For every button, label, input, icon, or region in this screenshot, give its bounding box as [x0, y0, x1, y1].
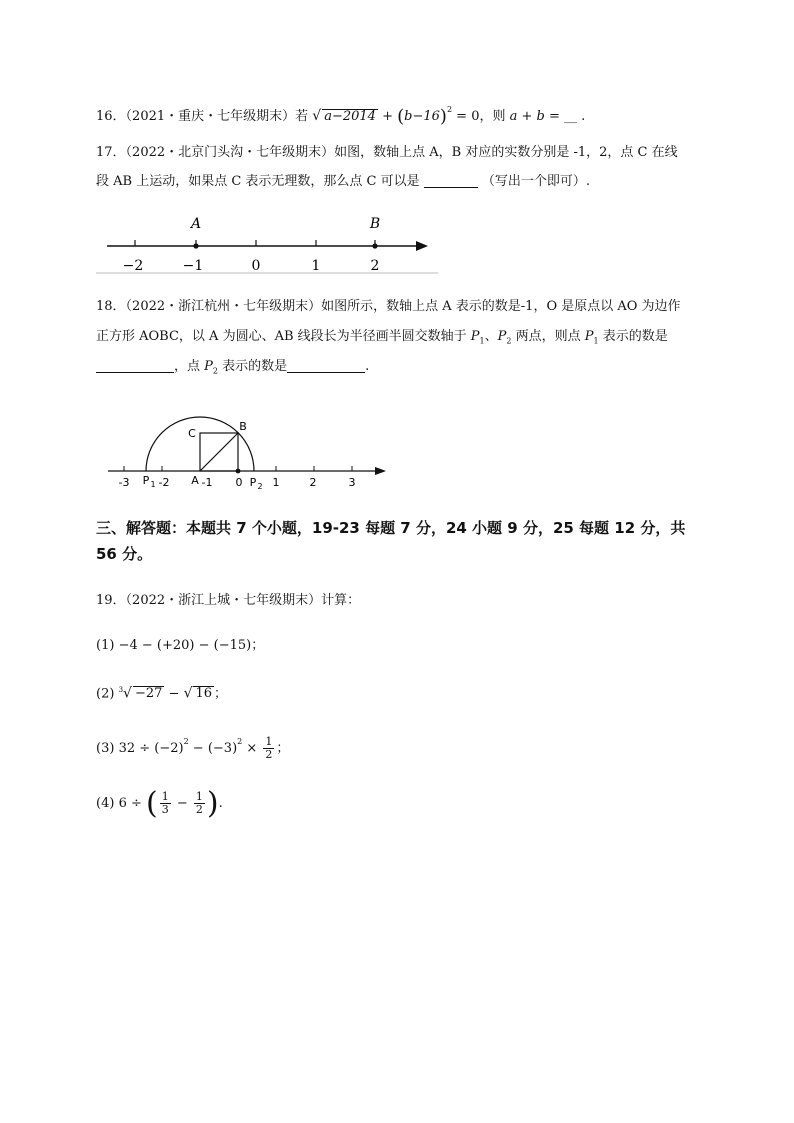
- fraction-numerator: 1: [265, 735, 273, 748]
- point-b-label-2: B: [239, 420, 247, 433]
- point-a-label-2: A: [191, 474, 199, 487]
- fraction-one-half-2: [194, 791, 205, 816]
- fraction-numerator: 1: [161, 790, 169, 803]
- figure-2-tick-label: 3: [348, 476, 356, 489]
- q18-text-d: ，点: [174, 359, 205, 374]
- part-1-expression: −4 − (+20) − (−15)；: [118, 638, 265, 653]
- fraction-denominator: 3: [161, 803, 169, 816]
- q18-separator: 、: [484, 329, 498, 344]
- figure-2-arrow: [375, 467, 386, 475]
- point-c-label: C: [188, 427, 196, 440]
- cube-root-radicand: −27: [134, 686, 163, 702]
- figure-2-tick-label: -1: [201, 476, 213, 489]
- q18-text-b: 两点，则点: [511, 329, 585, 344]
- question-19-intro: 19．（2022・浙江上城・七年级期末）计算：: [96, 593, 361, 608]
- part-4-minus: −: [172, 796, 192, 811]
- figure-2-tick-label: 2: [309, 476, 317, 489]
- p2-symbol-ref: P: [204, 359, 213, 374]
- p1-symbol: P: [470, 329, 480, 344]
- part-3-exponent-2: 2: [237, 737, 243, 746]
- p2-axis-label: P: [249, 476, 257, 489]
- part-1-label: (1): [96, 638, 115, 653]
- q16-prefix: 16．（2021・重庆・七年级期末）若: [96, 109, 309, 124]
- p1-axis-label: P: [142, 474, 150, 487]
- question-19-part-2: [96, 680, 227, 704]
- part-2-label: (2): [96, 686, 115, 702]
- figure-2-tick-label: -3: [118, 476, 130, 489]
- part-3-exponent-1: 2: [183, 737, 189, 746]
- fraction-denominator: 2: [265, 748, 273, 761]
- q18-end: .: [365, 359, 370, 374]
- q16-exponent: 2: [446, 105, 453, 114]
- square-root-sign: √: [183, 685, 193, 702]
- p2-subscript-ref: 2: [212, 366, 218, 376]
- figure-2-tick-label: 1: [272, 476, 280, 489]
- figure-1-tick-label: 2: [370, 258, 380, 274]
- q16-paren-expr: b−16: [404, 109, 440, 124]
- p1-subscript-ref: 1: [593, 336, 599, 346]
- p1-symbol-ref: P: [584, 329, 594, 344]
- fraction-denominator: 2: [195, 803, 203, 816]
- part-2-end: ；: [214, 686, 228, 702]
- section-3-heading: 三、解答题：本题共 7 个小题，19-23 每题 7 分，24 小题 9 分，25 每题 12 分，共 56 分。: [96, 519, 686, 563]
- q18-text-e: 表示的数是: [217, 359, 288, 374]
- q16-blank: __: [564, 109, 577, 124]
- cube-root-index: 3: [118, 686, 124, 694]
- q18-text-c: 表示的数是: [598, 329, 668, 344]
- q16-end: .: [581, 109, 586, 124]
- question-18-line-1: 18．（2022・浙江杭州・七年级期末）如图所示，数轴上点 A 表示的数是-1，O 是原点以 AO 为边作: [96, 299, 681, 314]
- part-2-minus: −: [164, 686, 184, 702]
- part-3-times: ×: [242, 741, 262, 756]
- diagonal-ab: [200, 433, 238, 471]
- q17-text-a: 段 AB 上运动，如果点 C 表示无理数，那么点 C 可以是: [96, 174, 420, 189]
- origin-dot: [236, 469, 241, 474]
- p1-axis-subscript: 1: [150, 480, 156, 489]
- question-19-part-1: [96, 636, 264, 656]
- sqrt-sign: √: [312, 108, 322, 124]
- q16-ask: a + b =: [509, 109, 564, 124]
- p2-axis-subscript: 2: [257, 482, 263, 491]
- part-4-end: .: [218, 796, 223, 811]
- fraction-numerator: 1: [195, 790, 203, 803]
- question-19-part-4: (4) 6 ÷ ( $\frac{1}{3}$ − $\frac{1}{2}$ ).: [96, 786, 223, 821]
- fraction-one-third: [160, 791, 171, 816]
- part-3-label: (3): [96, 741, 115, 756]
- q16-eq: = 0，则: [456, 109, 506, 124]
- q18-text-a: 正方形 AOBC，以 A 为圆心、AB 线段长为半径画半圆交数轴于: [96, 329, 471, 344]
- figure-2-tick-label: -2: [158, 476, 170, 489]
- figure-1-tick-label: −1: [182, 258, 204, 274]
- p1-subscript: 1: [479, 336, 485, 346]
- figure-1-tick-label: 1: [311, 258, 321, 274]
- point-b-label: B: [369, 216, 381, 232]
- part-3-base-2: (−3): [207, 741, 238, 756]
- p2-subscript: 2: [506, 336, 512, 346]
- part-3-dividend: 32 ÷: [118, 741, 155, 756]
- p2-symbol: P: [497, 329, 507, 344]
- origin-label: 0: [235, 476, 243, 489]
- part-3-end: ；: [276, 741, 290, 756]
- square-root-radicand: 16: [195, 686, 213, 702]
- part-4-dividend: 6 ÷: [118, 796, 146, 811]
- part-3-base-1: (−2): [154, 741, 184, 756]
- q17-text-b: （写出一个即可）.: [481, 174, 591, 189]
- figure-1-tick-label: 0: [251, 258, 261, 274]
- figure-1-tick-label: −2: [122, 258, 144, 274]
- fraction-one-half: [263, 736, 274, 761]
- q16-radicand: a−2014: [324, 109, 376, 124]
- question-16: 16．（2021・重庆・七年级期末）若 √ $a-2014 + (b-16)^2 = 0$，则 a + b = __ .: [96, 105, 586, 127]
- part-3-minus: −: [188, 741, 208, 756]
- question-17-line-1: 17．（2022・北京门头沟・七年级期末）如图，数轴上点 A，B 对应的实数分别是 -1，2，点 C 在线: [96, 145, 678, 160]
- point-a-label: A: [190, 216, 202, 232]
- part-4-label: (4): [96, 796, 115, 811]
- cube-root-sign: √: [123, 685, 132, 702]
- question-19-part-3: [96, 732, 289, 761]
